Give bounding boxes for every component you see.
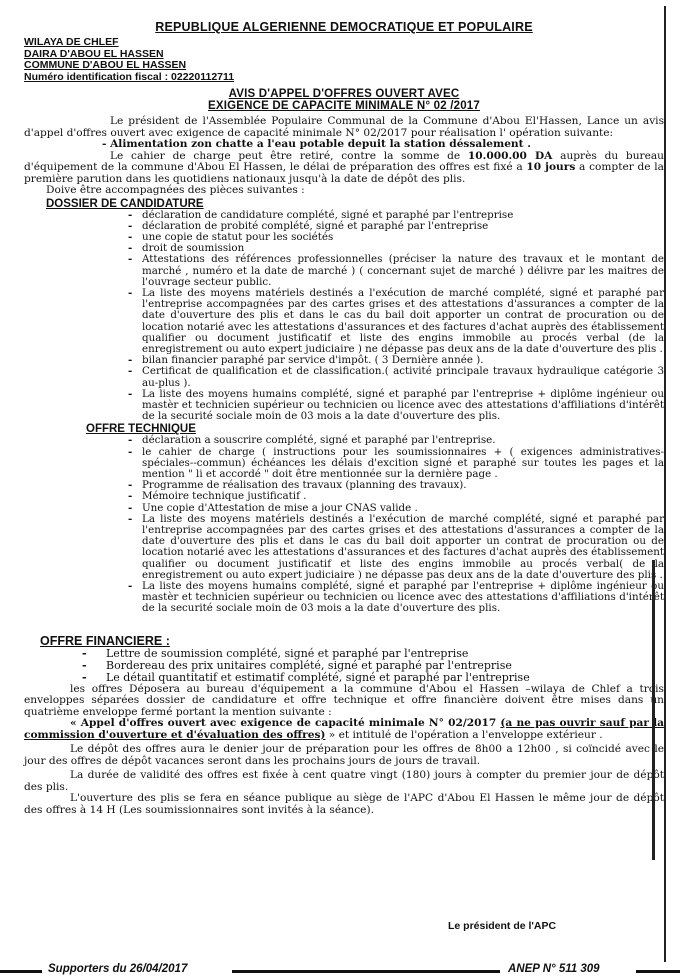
depot-paragraph: les offres Déposera au bureau d'équipement a la commune d'Abou el Hassen –wilaya de Chlef a trois enveloppes séparées dossier de candidature et offre technique et offre financière doivent être mises dans un quatrième enveloppe fermé portant la mention suivante : — [24, 682, 664, 718]
list-item: - bilan financier paraphé par service d'impôt. ( 3 Dernière année ). — [142, 355, 664, 366]
commune-line: COMMUNE D'ABOU EL HASSEN — [24, 59, 187, 71]
financiere-list — [24, 648, 664, 684]
list-item: - déclaration de probité complété, signé et paraphé par l'entreprise — [142, 221, 664, 232]
pieces-intro: Doive être accompagnées des pièces suivantes : — [46, 184, 305, 196]
list-item: - Programme de réalisation des travaux (planning des travaux). — [142, 480, 664, 491]
footer-rule-middle — [232, 970, 500, 973]
mention-text: « Appel d'offres ouvert avec exigence de capacité minimale N° 02/2017 — [70, 717, 501, 730]
opening-paragraph: L'ouverture des plis se fera en séance publique au siège de l'APC d'Abou El Hassen le même jour de dépôt des offres à 14 H (Les soumissionnaires sont invités à la séance). — [24, 792, 664, 816]
footer-rule-left — [0, 970, 42, 973]
mention-paragraph — [24, 718, 664, 741]
list-item: - Le détail quantitatif et estimatif complété, signé et paraphé par l'entreprise — [106, 672, 664, 684]
footer-bar — [0, 962, 680, 979]
list-item: - le cahier de charge ( instructions pour les soumissionnaires + ( exigences administratives-spéciales--commun) échéances les délais d'excition signé et paraphé sur toutes les pages et la mention " li et accordé " doit être mentionnée sur la dernière page . — [142, 447, 664, 481]
notice-page — [24, 6, 666, 962]
list-item: - droit de soumission — [142, 243, 664, 254]
cahier-text-a: Le cahier de charge peut être retiré, contre la somme de — [110, 149, 468, 162]
mention-tail: » et intitulé de l'opération a l'enveloppe extérieur . — [325, 728, 603, 741]
technique-title: OFFRE TECHNIQUE — [86, 423, 196, 436]
daira-line: DAIRA D'ABOU EL HASSEN — [24, 47, 164, 60]
list-item: - Lettre de soumission complété, signé et paraphé par l'entreprise — [106, 648, 664, 660]
footer-publication: Supporters du 26/04/2017 — [48, 963, 188, 975]
validity-paragraph: La durée de validité des offres est fixée à cent quatre vingt (180) jours à compter du premier jour de dépôt des plis. — [24, 769, 664, 793]
list-item: - La liste des moyens humains complété, signé et paraphé par l'entreprise + diplôme ingénieur ou mastèr et technicien supérieur ou technicien ou licence avec des attestations d'affiliations d'intérêt de la securité sociale moin de 03 mois a la date d'ouverture des plis. — [142, 389, 664, 423]
financiere-title: OFFRE FINANCIERE : — [40, 633, 170, 648]
dossier-list — [24, 210, 664, 423]
list-item: - une copie de statut pour les sociétés — [142, 232, 664, 243]
margin-rule — [652, 560, 663, 860]
footer-anep-number: ANEP N° 511 309 — [508, 963, 600, 975]
notice-title-line2: EXIGENCE DE CAPACITE MINIMALE N° 02 /2017 — [207, 100, 481, 112]
fiscal-id-line: Numéro identification fiscal : 02220112711 — [24, 70, 235, 83]
notice-title-line1: AVIS D'APPEL D'OFFRES OUVERT AVEC — [228, 88, 460, 100]
dossier-title: DOSSIER DE CANDIDATURE — [46, 197, 204, 210]
republic-title: REPUBLIQUE ALGERIENNE DEMOCRATIQUE ET POPULAIRE — [155, 20, 533, 34]
footer-rule-right — [636, 970, 680, 973]
list-item: - La liste des moyens humains complété, signé et paraphé par l'entreprise + diplôme ingénieur ou mastèr et technicien supérieur ou technicien ou licence avec des attestations d'affiliations d'intérêt de la securité sociale moin de 03 mois a la date d'ouverture des plis. — [142, 581, 664, 615]
deposit-time-paragraph: Le dépôt des offres aura le denier jour de préparation pour les offres de 8h00 a 12h00 , si coïncidé avec le jour des offres de dépôt vacances seront dans les prochains jours de jours de travail. — [24, 743, 664, 767]
list-item: - déclaration a souscrire complété, signé et paraphé par l'entreprise. — [142, 435, 664, 446]
cahier-text-b: auprès du bureau d'équipement de la commune d'Abou El Hassen, le délai de préparation des offres est fixé a — [24, 149, 664, 173]
list-item: - La liste des moyens matériels destinés a l'exécution de marché complété, signé et paraphé par l'entreprise accompagnées par des cartes grises et des attestations d'assurances a compter de la date d'ouverture des plis et dans le cas du bail doit apporter un contrat de procuration ou de location notarié avec les attestations d'assurances et des factures d'achat auprès des établissement qualifier ou document justificatif et liste des engins immobile au procés verbal (de la enregistrement ou auto expert judiciaire ) ne dépasse pas deux ans de la date d'ouverture des plis . — [142, 288, 664, 355]
list-item: - Mémoire technique justificatif . — [142, 491, 664, 502]
list-item: - Bordereau des prix unitaires complété, signé et paraphé par l'entreprise — [106, 660, 664, 672]
preparation-days: 10 jours — [526, 161, 576, 173]
list-item: - déclaration de candidature complété, signé et paraphé par l'entreprise — [142, 210, 664, 221]
list-item: - Une copie d'Attestation de mise a jour CNAS valide . — [142, 503, 664, 514]
wilaya-line: WILAYA DE CHLEF — [24, 36, 119, 48]
notice-title — [24, 88, 664, 112]
signature-line: Le président de l'APC — [448, 920, 557, 932]
cahier-amount: 10.000.00 DA — [467, 149, 553, 162]
mention-underlined: (a ne pas ouvrir sauf par la commission d'ouverture et d'évaluation des offres) — [24, 717, 664, 741]
cahier-text-c: a compter de la première parution dans les quotidiens nationaux jusqu'à la date de dépôt des plis. — [24, 161, 664, 185]
cahier-paragraph — [24, 151, 664, 186]
list-item: - Certificat de qualification et de classification.( activité principale travaux hydraulique catégorie 3 au-plus ). — [142, 366, 664, 388]
operation-line: - Alimentation zon chatte a l'eau potable depuit la station déssalement . — [102, 138, 531, 150]
list-item: - La liste des moyens matériels destinés a l'exécution de marché complété, signé et paraphé par l'entreprise accompagnées par des cartes grises et des attestations d'assurances a compter de la date d'ouverture des plis et dans le cas du bail doit apporter un contrat de procuration ou de location notarié avec les attestations d'assurances et des factures d'achat auprès des établissement qualifier ou document justificatif et liste des engins immobile au procés verbal( de la enregistrement ou auto expert judiciaire ) ne dépasse pas deux ans de la date d'ouverture des plis . — [142, 514, 664, 581]
technique-list — [24, 435, 664, 614]
administrative-header — [24, 37, 664, 83]
intro-paragraph: Le président de l'Assemblée Populaire Communal de la Commune d'Abou El'Hassen, Lance un avis d'appel d'offres ouvert avec exigence de capacité minimale N° 02/2017 pour réalisation l' opération suivante: — [24, 115, 664, 139]
list-item: - Attestations des références professionnelles (préciser la nature des travaux et le montant de marché , numéro et la date de marché ) ( concernant sujet de marché ) délivre par les maitres de l'ouvrage secteur public. — [142, 254, 664, 288]
